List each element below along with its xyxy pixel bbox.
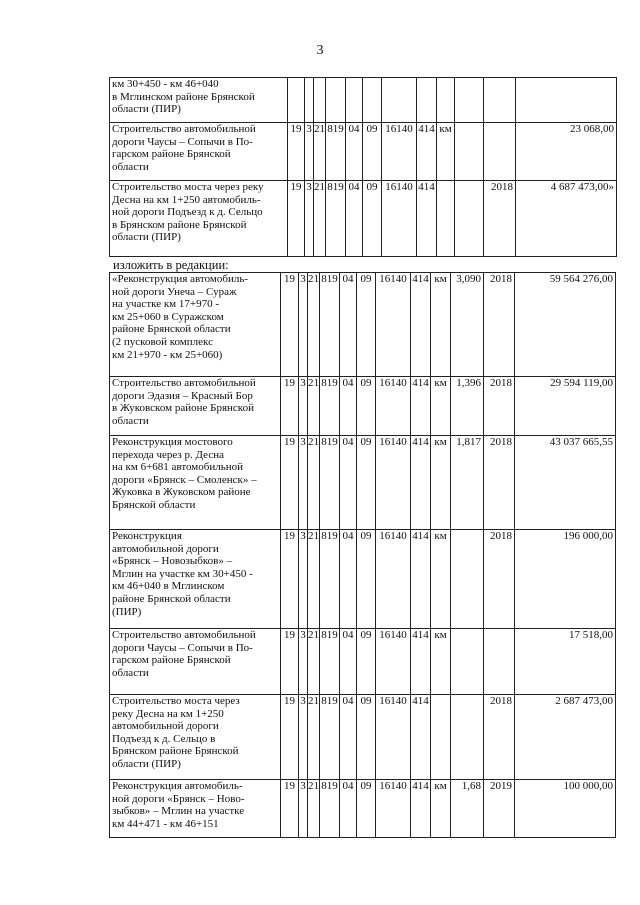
table-new [109, 272, 616, 838]
cell-c6: 09 [357, 273, 376, 377]
cell-c4: 819 [320, 530, 340, 629]
cell-c3: 21 [308, 530, 320, 629]
cell-c7: 16140 [382, 123, 417, 181]
cell-unit: км [431, 530, 451, 629]
cell-c8: 414 [411, 377, 431, 436]
cell-c7: 16140 [376, 273, 411, 377]
cell-c1: 19 [288, 181, 305, 257]
cell-c5: 04 [346, 181, 363, 257]
cell-c6: 09 [357, 695, 376, 780]
cell-name: Строительство автомобильной дороги Эдазия – Красный Бор в Жуковском районе Брянской области [110, 377, 281, 436]
cell-c8: 414 [411, 695, 431, 780]
cell-name: «Реконструкция автомобиль- ной дороги Унеча – Сураж на участке км 17+970 - км 25+060 в Суражском районе Брянской области (2 пусковой комплекс км 21+970 - км 25+060) [110, 273, 281, 377]
cell-c5: 04 [340, 780, 357, 838]
cell-year [484, 123, 516, 181]
table-row [110, 273, 616, 377]
cell-c6: 09 [357, 436, 376, 530]
cell-name: Строительство автомобильной дороги Чаусы – Сопычи в По- гарском районе Брянской области [110, 123, 288, 181]
cell-qty [451, 629, 484, 695]
section-heading: изложить в редакции: [113, 258, 229, 272]
cell-year: 2018 [484, 377, 515, 436]
cell-c3: 21 [308, 780, 320, 838]
cell-c5: 04 [346, 123, 363, 181]
cell-amount: 100 000,00 [515, 780, 616, 838]
cell-c2 [305, 78, 314, 123]
cell-c7: 16140 [376, 629, 411, 695]
cell-unit [437, 78, 455, 123]
table-row [110, 695, 616, 780]
cell-year: 2018 [484, 181, 516, 257]
cell-c8: 414 [411, 530, 431, 629]
cell-c2: 3 [305, 123, 314, 181]
cell-name: Реконструкция мостового перехода через р. Десна на км 6+681 автомобильной дороги «Брянск – Смоленск» – Жуковка в Жуковском районе Брянской области [110, 436, 281, 530]
cell-c4: 819 [326, 181, 346, 257]
cell-unit: км [431, 273, 451, 377]
cell-c1: 19 [288, 123, 305, 181]
cell-amount [516, 78, 617, 123]
cell-unit: км [437, 123, 455, 181]
cell-c6: 09 [357, 780, 376, 838]
cell-year: 2018 [484, 436, 515, 530]
cell-c5: 04 [340, 436, 357, 530]
cell-c4: 819 [320, 377, 340, 436]
cell-c7: 16140 [376, 695, 411, 780]
cell-year: 2019 [484, 780, 515, 838]
cell-c8: 414 [411, 780, 431, 838]
cell-c1: 19 [281, 629, 299, 695]
cell-name: Реконструкция автомобиль- ной дороги «Брянск – Ново- зыбков» – Мглин на участке км 44+471 - км 46+151 [110, 780, 281, 838]
cell-c3: 21 [308, 436, 320, 530]
cell-c7: 16140 [376, 780, 411, 838]
cell-qty: 1,817 [451, 436, 484, 530]
cell-name: Реконструкция автомобильной дороги «Брянск – Новозыбков» – Мглин на участке км 30+450 - км 46+040 в Мглинском районе Брянской области (ПИР) [110, 530, 281, 629]
cell-c4: 819 [320, 436, 340, 530]
cell-name: Строительство моста через реку Десна на км 1+250 автомобиль- ной дороги Подъезд к д. Сельцо в Брянском районе Брянской области (ПИР) [110, 181, 288, 257]
cell-c7: 16140 [382, 181, 417, 257]
cell-amount: 23 068,00 [516, 123, 617, 181]
cell-c6: 09 [363, 181, 382, 257]
cell-c5: 04 [340, 273, 357, 377]
cell-c8: 414 [411, 273, 431, 377]
cell-c4: 819 [320, 780, 340, 838]
cell-c7: 16140 [376, 530, 411, 629]
cell-name: км 30+450 - км 46+040 в Мглинском районе Брянской области (ПИР) [110, 78, 288, 123]
cell-c6: 09 [357, 530, 376, 629]
cell-c4 [326, 78, 346, 123]
cell-c5: 04 [340, 629, 357, 695]
cell-year [484, 78, 516, 123]
cell-c7: 16140 [376, 377, 411, 436]
cell-c8: 414 [411, 436, 431, 530]
cell-c2: 3 [299, 273, 308, 377]
cell-c6 [363, 78, 382, 123]
cell-c1: 19 [281, 436, 299, 530]
cell-c3 [314, 78, 326, 123]
cell-c5: 04 [340, 695, 357, 780]
cell-c2: 3 [299, 436, 308, 530]
table-row [110, 181, 617, 257]
cell-c2: 3 [299, 695, 308, 780]
cell-amount: 59 564 276,00 [515, 273, 616, 377]
cell-c3: 21 [308, 695, 320, 780]
cell-qty: 3,090 [451, 273, 484, 377]
table-row [110, 530, 616, 629]
cell-c4: 819 [320, 273, 340, 377]
cell-c5: 04 [340, 530, 357, 629]
cell-name: Строительство моста через реку Десна на км 1+250 автомобильной дороги Подъезд к д. Сельцо в Брянском районе Брянской области (ПИР) [110, 695, 281, 780]
cell-amount: 43 037 665,55 [515, 436, 616, 530]
cell-qty [455, 78, 484, 123]
cell-c1: 19 [281, 780, 299, 838]
cell-c8: 414 [411, 629, 431, 695]
cell-c4: 819 [326, 123, 346, 181]
cell-amount: 196 000,00 [515, 530, 616, 629]
cell-c2: 3 [299, 780, 308, 838]
cell-unit: км [431, 629, 451, 695]
cell-c6: 09 [357, 629, 376, 695]
table-old [109, 77, 617, 257]
cell-year: 2018 [484, 530, 515, 629]
cell-amount: 4 687 473,00» [516, 181, 617, 257]
page-number: 3 [316, 43, 324, 58]
cell-c3: 21 [308, 629, 320, 695]
cell-c8: 414 [417, 123, 437, 181]
cell-c3: 21 [314, 123, 326, 181]
cell-unit: км [431, 436, 451, 530]
cell-c4: 819 [320, 695, 340, 780]
cell-c3: 21 [308, 273, 320, 377]
cell-qty: 1,396 [451, 377, 484, 436]
cell-c2: 3 [305, 181, 314, 257]
cell-qty [455, 181, 484, 257]
cell-qty [451, 530, 484, 629]
cell-unit: км [431, 377, 451, 436]
cell-unit: км [431, 780, 451, 838]
cell-c3: 21 [314, 181, 326, 257]
table-row [110, 78, 617, 123]
cell-qty [455, 123, 484, 181]
cell-c6: 09 [357, 377, 376, 436]
table-row [110, 436, 616, 530]
cell-c7: 16140 [376, 436, 411, 530]
table-row [110, 377, 616, 436]
cell-c4: 819 [320, 629, 340, 695]
table-row [110, 123, 617, 181]
cell-c1: 19 [281, 695, 299, 780]
cell-c2: 3 [299, 530, 308, 629]
cell-qty [451, 695, 484, 780]
cell-amount: 17 518,00 [515, 629, 616, 695]
cell-qty: 1,68 [451, 780, 484, 838]
cell-c2: 3 [299, 377, 308, 436]
table-row [110, 629, 616, 695]
cell-amount: 2 687 473,00 [515, 695, 616, 780]
cell-year [484, 629, 515, 695]
table-row [110, 780, 616, 838]
cell-c1: 19 [281, 377, 299, 436]
cell-c3: 21 [308, 377, 320, 436]
cell-unit [431, 695, 451, 780]
cell-c1: 19 [281, 530, 299, 629]
cell-c8 [417, 78, 437, 123]
cell-c6: 09 [363, 123, 382, 181]
cell-c5 [346, 78, 363, 123]
cell-c1: 19 [281, 273, 299, 377]
cell-c2: 3 [299, 629, 308, 695]
cell-c7 [382, 78, 417, 123]
cell-year: 2018 [484, 695, 515, 780]
cell-c1 [288, 78, 305, 123]
cell-year: 2018 [484, 273, 515, 377]
cell-c5: 04 [340, 377, 357, 436]
cell-c8: 414 [417, 181, 437, 257]
cell-name: Строительство автомобильной дороги Чаусы – Сопычи в По- гарском районе Брянской области [110, 629, 281, 695]
cell-unit [437, 181, 455, 257]
cell-amount: 29 594 119,00 [515, 377, 616, 436]
